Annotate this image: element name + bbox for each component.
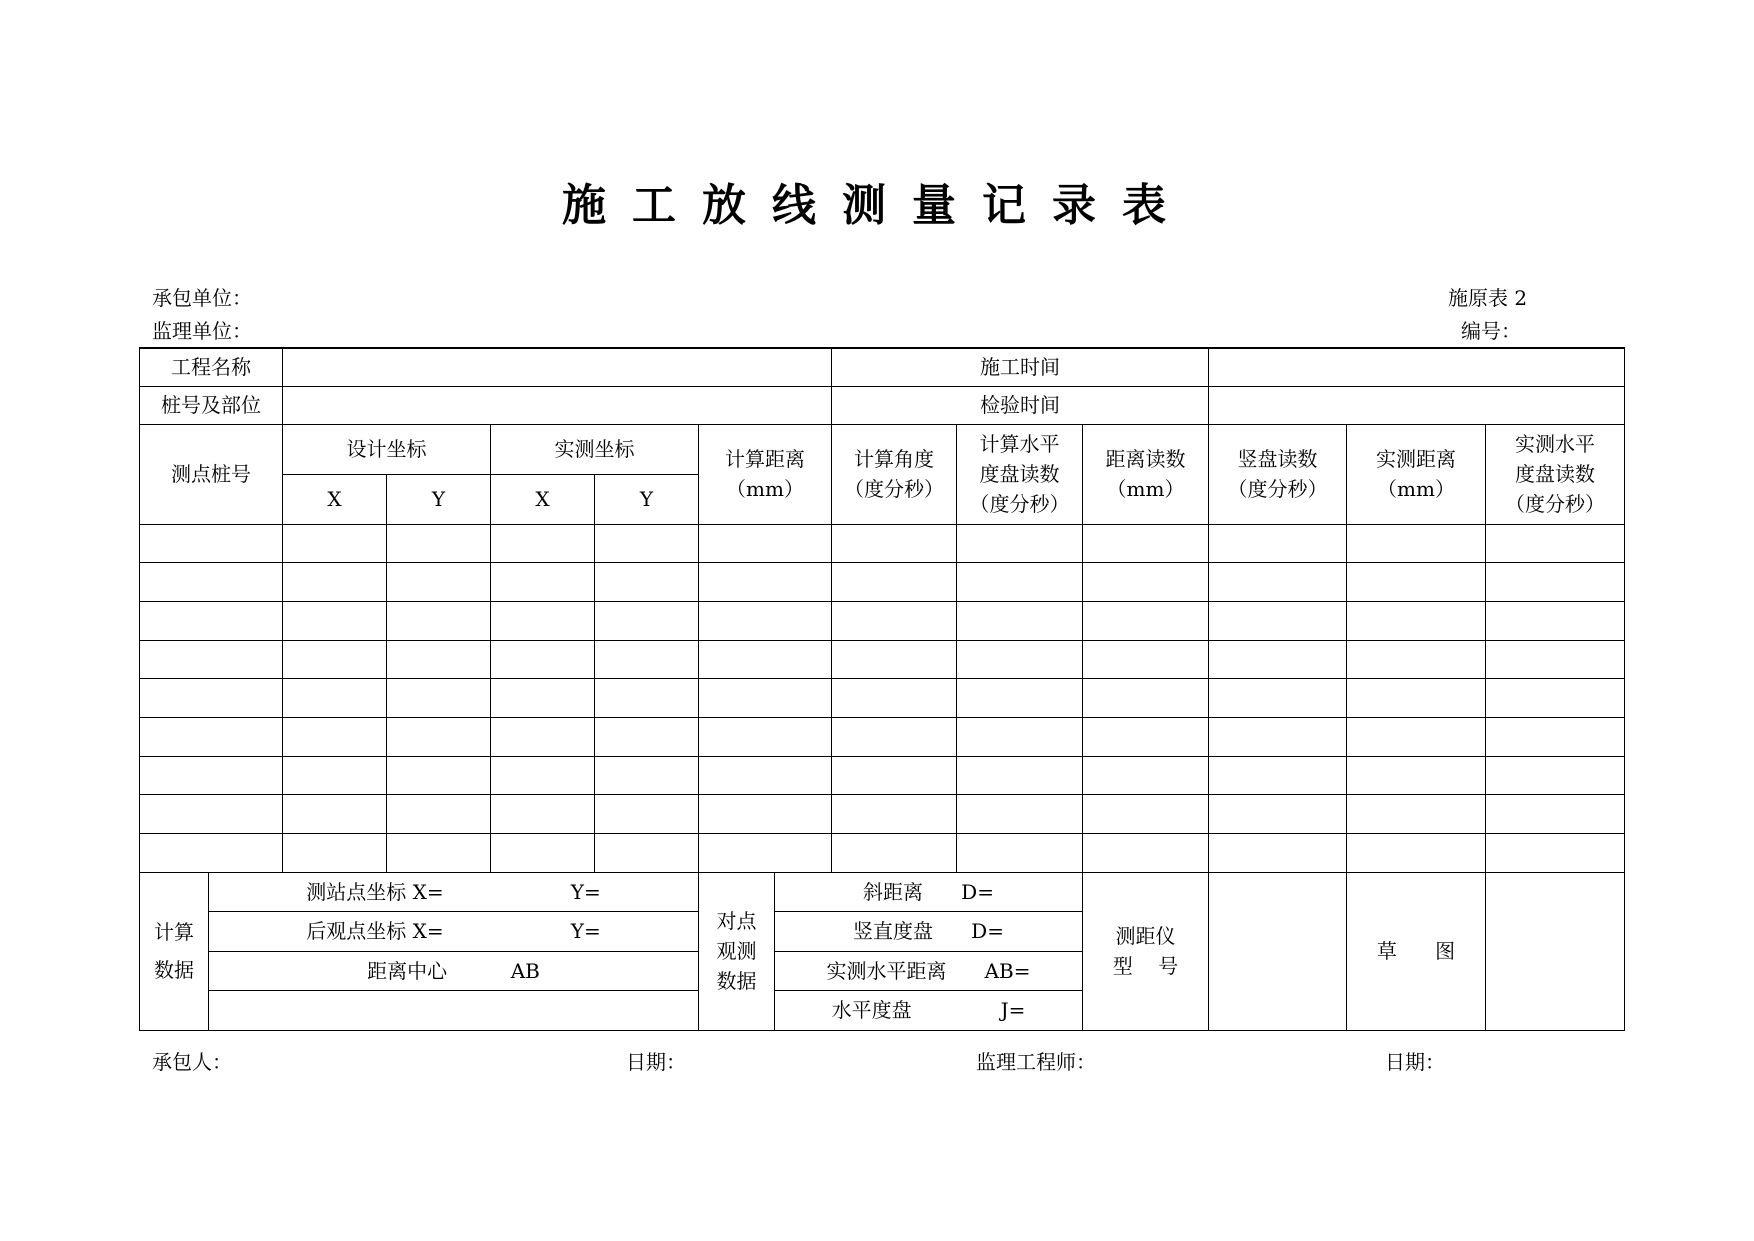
table-row xyxy=(140,756,1625,795)
data-cell[interactable] xyxy=(387,601,491,640)
data-cell[interactable] xyxy=(1486,563,1625,602)
data-cell[interactable] xyxy=(387,717,491,756)
data-cell[interactable] xyxy=(957,717,1083,756)
table-row xyxy=(140,563,1625,602)
station-coordinate-field[interactable]: 测站点坐标 X= Y= xyxy=(209,872,699,912)
data-cell[interactable] xyxy=(283,795,387,834)
supervision-unit-label: 监理单位： xyxy=(152,319,252,343)
data-cell[interactable] xyxy=(699,601,832,640)
data-cell[interactable] xyxy=(140,640,283,679)
data-cell[interactable] xyxy=(699,640,832,679)
data-cell[interactable] xyxy=(387,524,491,563)
data-cell[interactable] xyxy=(957,601,1083,640)
slope-distance-field[interactable]: 斜距离 D= xyxy=(775,872,1083,912)
data-cell[interactable] xyxy=(595,795,699,834)
table-row xyxy=(140,717,1625,756)
data-cell[interactable] xyxy=(832,679,957,718)
backsight-coordinate-field[interactable]: 后观点坐标 X= Y= xyxy=(209,912,699,952)
data-cell[interactable] xyxy=(957,524,1083,563)
measured-horizontal-header: 实测水平 度盘读数 （度分秒） xyxy=(1486,424,1625,524)
data-cell[interactable] xyxy=(699,834,832,873)
data-cell[interactable] xyxy=(491,679,595,718)
data-cell[interactable] xyxy=(1083,563,1209,602)
data-cell[interactable] xyxy=(832,640,957,679)
data-cell[interactable] xyxy=(387,795,491,834)
data-cell[interactable] xyxy=(283,524,387,563)
data-cell[interactable] xyxy=(491,795,595,834)
data-cell[interactable] xyxy=(957,563,1083,602)
horizontal-circle-field[interactable]: 水平度盘 J= xyxy=(775,991,1083,1031)
data-cell[interactable] xyxy=(283,601,387,640)
project-name-value[interactable] xyxy=(283,348,832,386)
construction-time-value[interactable] xyxy=(1209,348,1625,386)
table-row xyxy=(140,795,1625,834)
data-cell[interactable] xyxy=(140,834,283,873)
data-cell[interactable] xyxy=(491,524,595,563)
opposite-observation-label: 对点 观测 数据 xyxy=(699,872,775,1030)
data-cell[interactable] xyxy=(957,834,1083,873)
data-cell[interactable] xyxy=(1347,563,1486,602)
calc-horizontal-header: 计算水平 度盘读数 （度分秒） xyxy=(957,424,1083,524)
table-row xyxy=(140,834,1625,873)
data-cell[interactable] xyxy=(1347,834,1486,873)
data-cell[interactable] xyxy=(957,795,1083,834)
data-cell[interactable] xyxy=(283,640,387,679)
data-cell[interactable] xyxy=(1209,834,1347,873)
data-cell[interactable] xyxy=(1347,679,1486,718)
design-coord-header: 设计坐标 xyxy=(283,424,491,474)
blank-calc-field[interactable] xyxy=(209,991,699,1031)
data-cell[interactable] xyxy=(491,834,595,873)
table-row xyxy=(140,524,1625,563)
sketch-label: 草 图 xyxy=(1347,872,1486,1030)
table-row xyxy=(140,640,1625,679)
data-cell[interactable] xyxy=(699,563,832,602)
supervising-engineer-label: 监理工程师： xyxy=(976,1050,1096,1074)
data-cell[interactable] xyxy=(957,679,1083,718)
data-cell[interactable] xyxy=(1486,601,1625,640)
project-name-label: 工程名称 xyxy=(140,348,283,386)
data-cell[interactable] xyxy=(1486,640,1625,679)
data-cell[interactable] xyxy=(699,756,832,795)
data-cell[interactable] xyxy=(1209,679,1347,718)
data-cell[interactable] xyxy=(140,679,283,718)
data-cell[interactable] xyxy=(140,717,283,756)
data-cell[interactable] xyxy=(957,640,1083,679)
survey-record-table xyxy=(139,347,1625,1031)
rangefinder-model-value[interactable] xyxy=(1209,872,1347,1030)
station-location-value[interactable] xyxy=(283,386,832,424)
distance-reading-header: 距离读数 （mm） xyxy=(1083,424,1209,524)
design-x-header: X xyxy=(283,474,387,524)
data-cell[interactable] xyxy=(1209,640,1347,679)
data-cell[interactable] xyxy=(832,834,957,873)
data-cell[interactable] xyxy=(140,756,283,795)
form-number: 施原表 2 xyxy=(1448,286,1528,310)
data-cell[interactable] xyxy=(1209,795,1347,834)
data-cell[interactable] xyxy=(1209,717,1347,756)
data-cell[interactable] xyxy=(1209,756,1347,795)
calc-angle-header: 计算角度 （度分秒） xyxy=(832,424,957,524)
data-cell[interactable] xyxy=(595,717,699,756)
measured-y-header: Y xyxy=(595,474,699,524)
data-cell[interactable] xyxy=(140,601,283,640)
vertical-circle-field[interactable]: 竖直度盘 D= xyxy=(775,912,1083,952)
design-y-header: Y xyxy=(387,474,491,524)
vertical-reading-header: 竖盘读数 （度分秒） xyxy=(1209,424,1347,524)
data-cell[interactable] xyxy=(140,563,283,602)
data-cell[interactable] xyxy=(387,563,491,602)
data-cell[interactable] xyxy=(387,834,491,873)
data-cell[interactable] xyxy=(1083,756,1209,795)
form-title: 施工放线测量记录表 xyxy=(562,180,1192,231)
serial-number-label: 编号： xyxy=(1461,319,1521,343)
data-cell[interactable] xyxy=(1486,717,1625,756)
data-cell[interactable] xyxy=(491,756,595,795)
inspection-time-value[interactable] xyxy=(1209,386,1625,424)
contractor-signature-label: 承包人： xyxy=(152,1050,232,1074)
data-cell[interactable] xyxy=(832,524,957,563)
data-cell[interactable] xyxy=(283,563,387,602)
data-cell[interactable] xyxy=(957,756,1083,795)
engineer-date-label: 日期： xyxy=(1385,1050,1445,1074)
data-cell[interactable] xyxy=(595,679,699,718)
data-cell[interactable] xyxy=(283,679,387,718)
data-cell[interactable] xyxy=(491,717,595,756)
calc-distance-header: 计算距离 （mm） xyxy=(699,424,832,524)
data-cell[interactable] xyxy=(1209,563,1347,602)
data-cell[interactable] xyxy=(1347,717,1486,756)
data-cell[interactable] xyxy=(1083,679,1209,718)
data-cell[interactable] xyxy=(595,601,699,640)
data-cell[interactable] xyxy=(699,717,832,756)
rangefinder-model-label: 测距仪 型 号 xyxy=(1083,872,1209,1030)
data-cell[interactable] xyxy=(1083,795,1209,834)
data-cell[interactable] xyxy=(283,756,387,795)
data-cell[interactable] xyxy=(699,524,832,563)
data-cell[interactable] xyxy=(832,563,957,602)
table-row xyxy=(140,679,1625,718)
measured-x-header: X xyxy=(491,474,595,524)
data-cell[interactable] xyxy=(491,640,595,679)
data-cell[interactable] xyxy=(699,679,832,718)
sketch-area[interactable] xyxy=(1486,872,1625,1030)
contractor-unit-label: 承包单位： xyxy=(152,286,252,310)
measured-distance-header: 实测距离 （mm） xyxy=(1347,424,1486,524)
distance-center-field[interactable]: 距离中心 AB xyxy=(209,951,699,991)
data-cell[interactable] xyxy=(1347,640,1486,679)
contractor-date-label: 日期： xyxy=(626,1050,686,1074)
data-cell[interactable] xyxy=(832,717,957,756)
data-cell[interactable] xyxy=(1486,795,1625,834)
point-station-header: 测点桩号 xyxy=(140,424,283,524)
data-cell[interactable] xyxy=(387,640,491,679)
data-cell[interactable] xyxy=(832,756,957,795)
data-cell[interactable] xyxy=(387,756,491,795)
data-cell[interactable] xyxy=(140,524,283,563)
table-row xyxy=(140,601,1625,640)
data-cell[interactable] xyxy=(1347,756,1486,795)
station-location-label: 桩号及部位 xyxy=(140,386,283,424)
data-cell[interactable] xyxy=(1083,717,1209,756)
data-cell[interactable] xyxy=(595,756,699,795)
data-cell[interactable] xyxy=(1083,601,1209,640)
data-cell[interactable] xyxy=(595,563,699,602)
measured-horizontal-distance-field[interactable]: 实测水平距离 AB= xyxy=(775,951,1083,991)
data-cell[interactable] xyxy=(1347,795,1486,834)
data-cell[interactable] xyxy=(387,679,491,718)
data-cell[interactable] xyxy=(1083,640,1209,679)
data-cell[interactable] xyxy=(832,795,957,834)
data-cell[interactable] xyxy=(491,563,595,602)
data-cell[interactable] xyxy=(1209,524,1347,563)
data-cell[interactable] xyxy=(1209,601,1347,640)
data-cell[interactable] xyxy=(283,717,387,756)
inspection-time-label: 检验时间 xyxy=(832,386,1209,424)
data-cell[interactable] xyxy=(595,524,699,563)
data-cell[interactable] xyxy=(1083,834,1209,873)
data-cell[interactable] xyxy=(491,601,595,640)
data-cell[interactable] xyxy=(1083,524,1209,563)
data-cell[interactable] xyxy=(832,601,957,640)
data-cell[interactable] xyxy=(1347,524,1486,563)
calc-data-label: 计算 数据 xyxy=(140,872,209,1030)
data-cell[interactable] xyxy=(595,834,699,873)
data-cell[interactable] xyxy=(595,640,699,679)
construction-time-label: 施工时间 xyxy=(832,348,1209,386)
data-cell[interactable] xyxy=(140,795,283,834)
data-cell[interactable] xyxy=(1486,679,1625,718)
data-cell[interactable] xyxy=(1486,756,1625,795)
measured-coord-header: 实测坐标 xyxy=(491,424,699,474)
data-cell[interactable] xyxy=(699,795,832,834)
data-cell[interactable] xyxy=(283,834,387,873)
data-cell[interactable] xyxy=(1486,524,1625,563)
data-cell[interactable] xyxy=(1486,834,1625,873)
data-cell[interactable] xyxy=(1347,601,1486,640)
